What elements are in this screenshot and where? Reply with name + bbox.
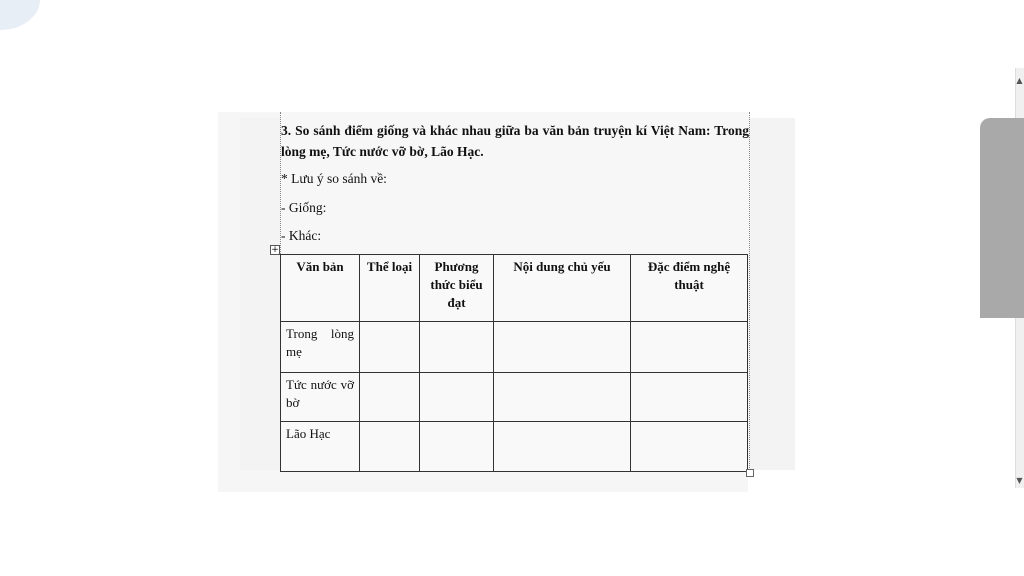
header-cell[interactable]: Đặc điểm nghệ thuật: [631, 255, 748, 322]
table-row: [281, 373, 748, 422]
table-cell[interactable]: [360, 322, 420, 373]
arrow-down-icon[interactable]: ▼: [1016, 476, 1023, 485]
similar-line: - Giống:: [281, 200, 327, 215]
table-cell[interactable]: [631, 373, 748, 422]
table-cell[interactable]: [494, 322, 631, 373]
table-header-row: [281, 255, 748, 322]
different-line: - Khác:: [281, 228, 322, 243]
text-name-cell[interactable]: Tức nước vỡ bờ: [281, 373, 360, 422]
table-cell[interactable]: [420, 422, 494, 472]
text-name-cell[interactable]: Trong lòng mẹ: [281, 322, 360, 373]
background-corner-shape: [0, 0, 40, 30]
table-cell[interactable]: [360, 422, 420, 472]
table-cell[interactable]: [420, 322, 494, 373]
comparison-table[interactable]: [280, 254, 748, 472]
question-heading: 3. So sánh điểm giống và khác nhau giữa ba văn bản truyện kí Việt Nam: Trong lòng mẹ, Tức nước vỡ bờ, Lão Hạc.: [281, 123, 749, 159]
table-cell[interactable]: [360, 373, 420, 422]
table-cell[interactable]: [494, 373, 631, 422]
table-cell[interactable]: [631, 322, 748, 373]
table-row: [281, 422, 748, 472]
note-line: * Lưu ý so sánh về:: [281, 171, 387, 186]
table-row: [281, 322, 748, 373]
header-cell[interactable]: Văn bản: [281, 255, 360, 322]
scrollbar-thumb[interactable]: [980, 118, 1024, 318]
table-resize-handle-icon[interactable]: [746, 469, 754, 477]
header-cell[interactable]: Phương thức biểu đạt: [420, 255, 494, 322]
header-cell[interactable]: Nội dung chủ yếu: [494, 255, 631, 322]
table-cell[interactable]: [631, 422, 748, 472]
table-cell[interactable]: [420, 373, 494, 422]
header-cell[interactable]: Thể loại: [360, 255, 420, 322]
text-name-cell[interactable]: Lão Hạc: [281, 422, 360, 472]
arrow-up-icon[interactable]: ▲: [1016, 76, 1023, 85]
table-move-handle-icon[interactable]: +: [271, 245, 279, 255]
table-cell[interactable]: [494, 422, 631, 472]
